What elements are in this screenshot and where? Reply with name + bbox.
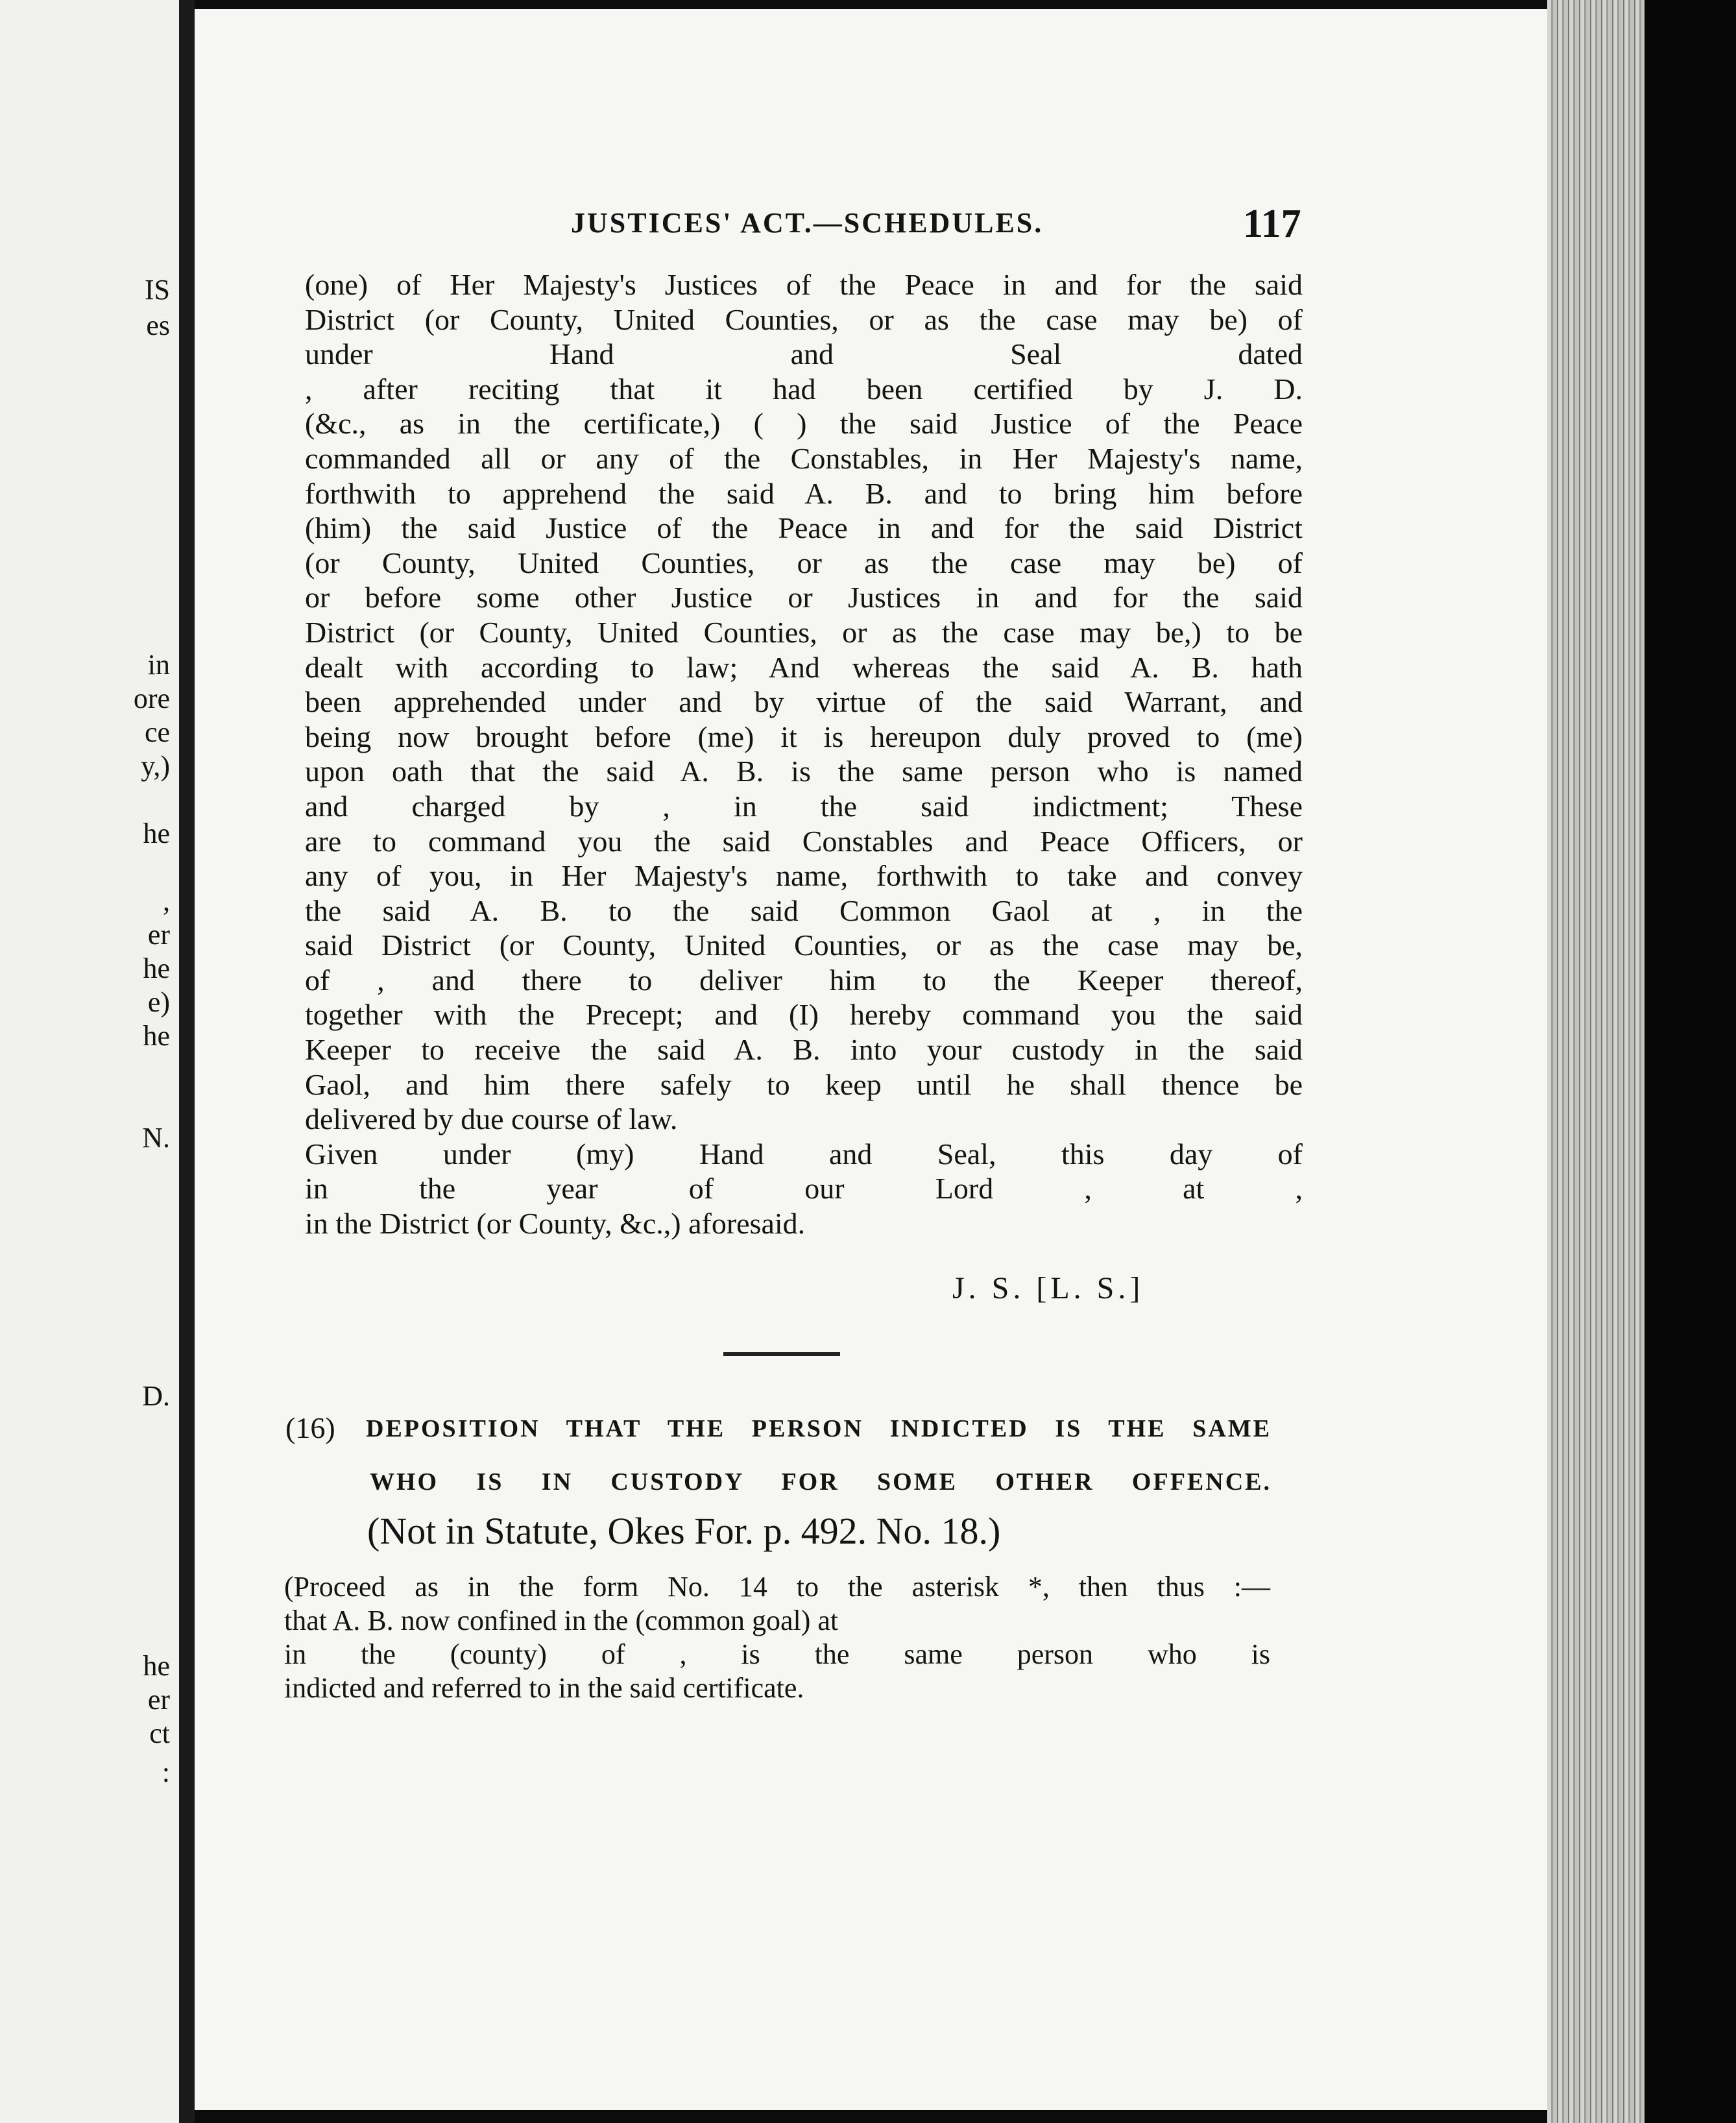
left-page-text: D. [142,1380,170,1412]
text-line: District (or County, United Counties, or as the case may be,) to be [305,615,1303,649]
text-line: District (or County, United Counties, or as the case may be) of [305,302,1303,336]
section-title: DEPOSITION THAT THE PERSON INDICTED IS THE SAME [366,1415,1272,1442]
text-line: and charged by , in the said indictment; These [305,789,1303,823]
left-page-text: ct [149,1717,170,1749]
left-page-text: IS [144,274,170,306]
left-page-text: er [147,919,170,951]
left-page-text: he [143,952,170,984]
text-line: in the year of our Lord , at , [305,1172,1303,1206]
running-header: JUSTICES' ACT.—SCHEDULES. [571,207,1044,239]
text-line: in the (county) of , is the same person who is [284,1638,1270,1670]
deposition-body [284,1570,1270,1705]
text-line: are to command you the said Constables and Peace Officers, or [305,824,1303,858]
text-line: (one) of Her Majesty's Justices of the Peace in and for the said [305,268,1303,301]
left-page-text: er [147,1684,170,1716]
scan-background [1645,0,1736,2123]
left-page-text: ce [144,716,170,748]
text-line: upon oath that the said A. B. is the same person who is named [305,755,1303,788]
text-line: any of you, in Her Majesty's name, forthwith to take and convey [305,859,1303,893]
text-line: , after reciting that it had been certified by J. D. [305,372,1303,406]
page-number: 117 [1243,202,1301,246]
text-line: Gaol, and him there safely to keep until he shall thence be [305,1067,1303,1101]
section-title-continued: WHO IS IN CUSTODY FOR SOME OTHER OFFENCE. [370,1468,1272,1496]
text-line: in the District (or County, &c.,) aforesaid. [305,1207,806,1241]
text-line: delivered by due course of law. [305,1102,678,1136]
left-page-text: e) [147,986,170,1018]
text-line: been apprehended under and by virtue of the said Warrant, and [305,685,1303,719]
left-page-text: es [146,309,170,341]
text-line: commanded all or any of the Constables, in Her Majesty's name, [305,441,1303,475]
page-edges [1547,0,1645,2123]
text-line: (Proceed as in the form No. 14 to the asterisk *, then thus :— [284,1571,1270,1603]
text-line: or before some other Justice or Justices in and for the said [305,581,1303,614]
left-page-text: in [147,649,170,681]
left-page-text: N. [142,1122,170,1154]
text-line: being now brought before (me) it is hereupon duly proved to (me) [305,720,1303,753]
left-page-text: ore [133,683,170,714]
text-line: the said A. B. to the said Common Gaol at , in the [305,893,1303,927]
text-line: (him) the said Justice of the Peace in and for the said District [305,511,1303,545]
left-page-fragment [0,0,179,2123]
left-page-text: he [143,1020,170,1052]
text-line: indicted and referred to in the said certificate. [284,1672,804,1704]
section-subtitle: (Not in Statute, Okes For. p. 492. No. 18.) [367,1510,1001,1552]
text-line: said District (or County, United Counties, or as the case may be, [305,928,1303,962]
section-divider [723,1352,840,1356]
left-page-text: he [143,1650,170,1682]
section-number: (16) [285,1411,335,1444]
text-line: Given under (my) Hand and Seal, this day of [305,1137,1303,1171]
signature-block: J. S. [L. S.] [952,1271,1144,1305]
book-gutter [179,0,195,2123]
text-line: under Hand and Seal dated [305,337,1303,371]
left-page-text: he [143,818,170,849]
text-line: Keeper to receive the said A. B. into your custody in the said [305,1033,1303,1067]
text-line: that A. B. now confined in the (common goal) at [284,1605,839,1636]
text-line: (&c., as in the certificate,) ( ) the said Justice of the Peace [305,407,1303,441]
text-line: of , and there to deliver him to the Keeper thereof, [305,963,1303,997]
warrant-body [305,267,1303,1241]
left-page-text: y,) [141,750,170,782]
text-line: together with the Precept; and (I) hereby command you the said [305,998,1303,1032]
text-line: forthwith to apprehend the said A. B. and to bring him before [305,476,1303,510]
text-line: dealt with according to law; And whereas the said A. B. hath [305,650,1303,684]
text-line: (or County, United Counties, or as the case may be) of [305,546,1303,579]
left-page-text: , [163,885,170,917]
left-page-text: : [162,1756,170,1788]
